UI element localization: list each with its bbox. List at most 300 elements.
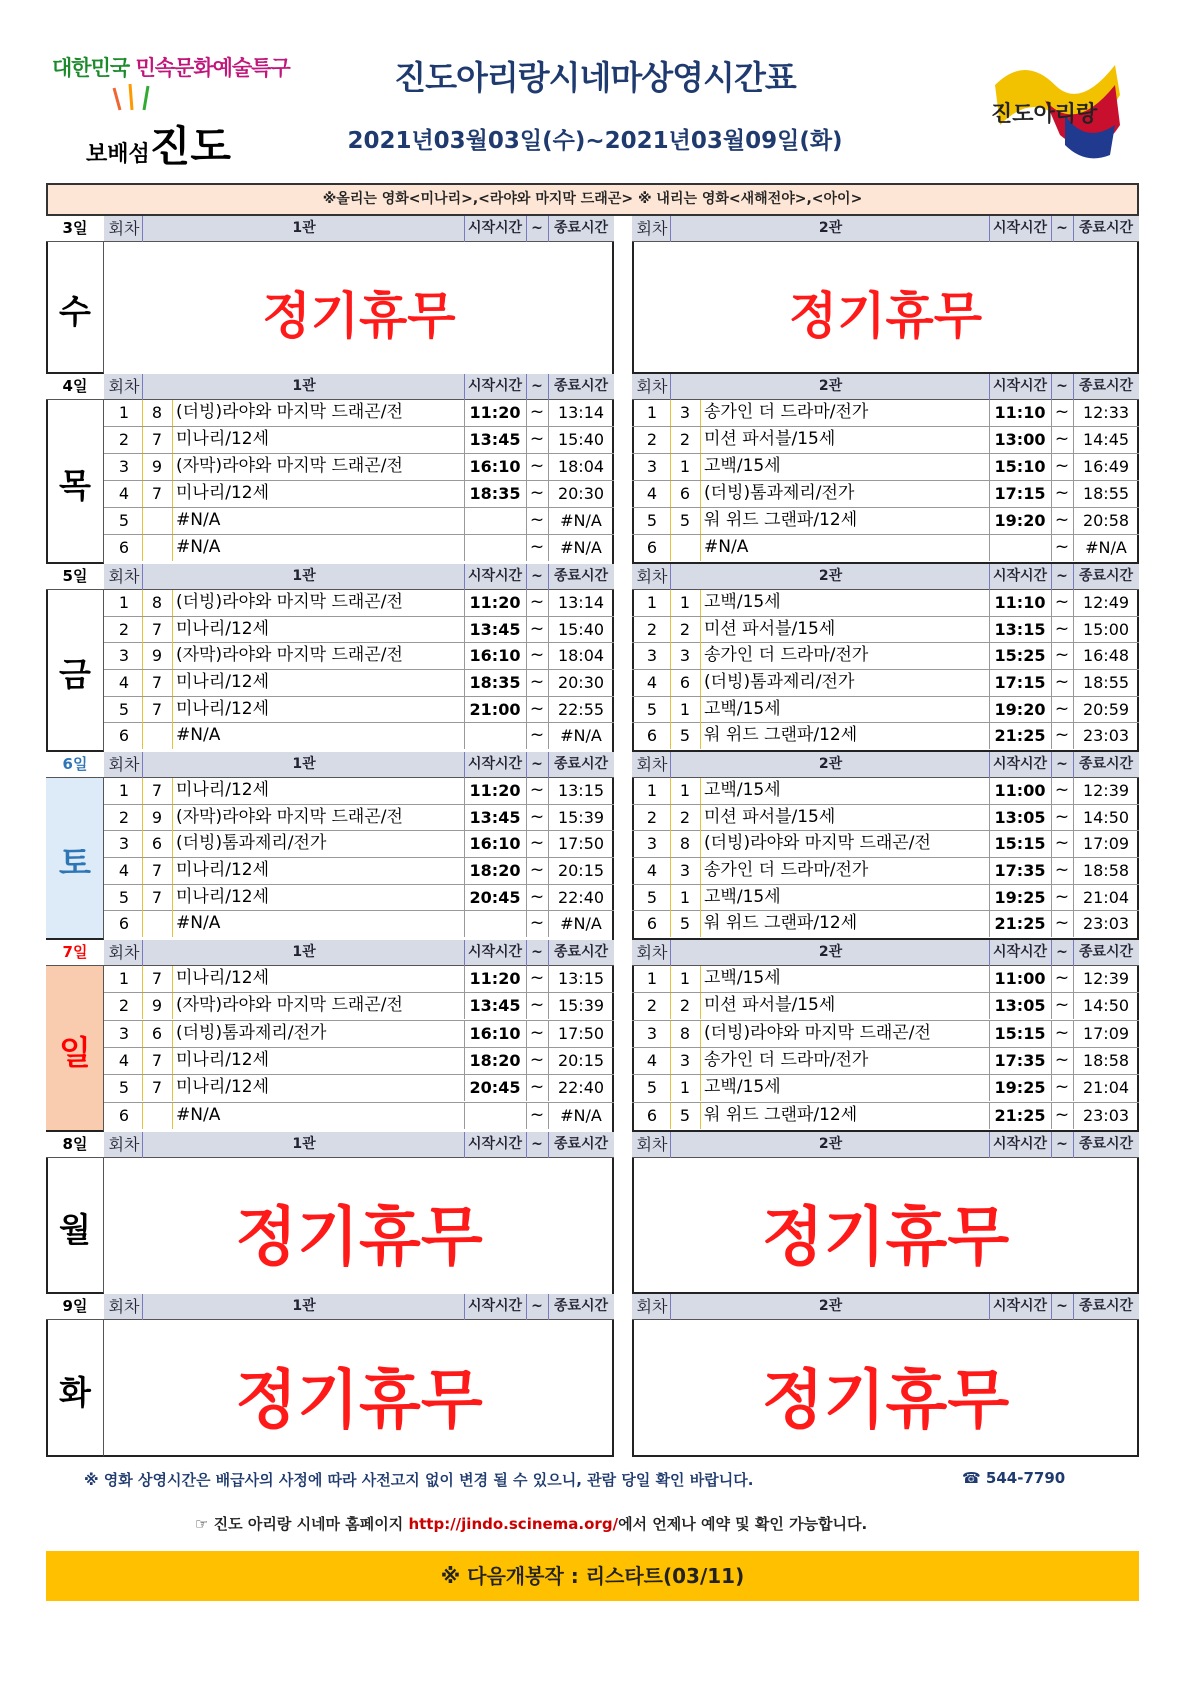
hoe-label: 회차 <box>108 567 140 586</box>
tilde: ~ <box>529 618 545 639</box>
rating-code: 6 <box>679 673 691 692</box>
screening-number: 5 <box>118 887 130 907</box>
hoe-label: 회차 <box>108 1135 140 1154</box>
schedule-row <box>104 778 614 805</box>
tilde: ~ <box>1054 860 1070 880</box>
tilde: ~ <box>529 725 545 746</box>
day-of-week: 일 <box>59 1033 91 1072</box>
schedule-row <box>632 535 1139 562</box>
end-time: 13:14 <box>557 403 605 422</box>
screening-number: 6 <box>118 1105 130 1125</box>
schedule-row <box>104 723 614 750</box>
tilde: ~ <box>1054 913 1070 934</box>
start-time: 15:15 <box>994 1023 1046 1043</box>
hall2-header <box>632 1294 1139 1320</box>
tilde: ~ <box>1054 806 1070 827</box>
end-time: 12:39 <box>1082 969 1130 988</box>
screening-number: 5 <box>646 511 658 530</box>
movie-title: (더빙)라야와 마지막 드래곤/전 <box>704 1022 931 1043</box>
rating-code: 9 <box>151 457 163 476</box>
start-time: 13:45 <box>469 619 521 639</box>
end-time: 12:33 <box>1082 403 1130 422</box>
end-time: 12:39 <box>1082 781 1130 800</box>
schedule-row <box>632 966 1139 993</box>
end-time: #N/A <box>560 511 602 530</box>
screening-number: 3 <box>646 1023 658 1043</box>
start-time: 13:05 <box>994 996 1046 1016</box>
rating-code: 5 <box>679 914 691 934</box>
screening-number: 1 <box>118 781 130 800</box>
rating-code: 9 <box>151 646 163 666</box>
tilde-header: ~ <box>1056 1298 1068 1314</box>
start-time: 17:35 <box>994 861 1046 880</box>
rating-code: 2 <box>679 996 691 1016</box>
screening-number: 2 <box>118 430 130 449</box>
movie-title: (자막)라야와 마지막 드래곤/전 <box>176 995 403 1016</box>
hoe-label: 회차 <box>636 219 668 238</box>
rating-code: 3 <box>679 1051 691 1070</box>
movie-title: 송가인 더 드라마/전가 <box>704 402 869 422</box>
tilde: ~ <box>1054 402 1070 422</box>
start-time: 16:10 <box>469 457 521 476</box>
schedule-row <box>632 858 1139 885</box>
rating-code: 1 <box>679 887 691 907</box>
hall1-title: 1관 <box>292 756 316 772</box>
end-time: 14:50 <box>1082 996 1130 1016</box>
end-time: 13:15 <box>557 781 605 800</box>
hall1-title: 1관 <box>292 220 316 236</box>
closed-notice: 정기휴무 <box>235 1201 483 1275</box>
hall1-header <box>104 1294 614 1320</box>
start-time: 13:15 <box>994 619 1046 639</box>
end-time-header: 종료시간 <box>1078 568 1134 584</box>
start-time-header: 시작시간 <box>467 220 523 236</box>
rating-code: 6 <box>151 1023 163 1043</box>
rating-code: 1 <box>679 593 691 612</box>
hall1-title: 1관 <box>292 1298 316 1314</box>
end-time: 20:58 <box>1082 511 1130 530</box>
hall1-title: 1관 <box>292 378 316 394</box>
rating-code: 7 <box>151 673 163 692</box>
rating-code: 8 <box>151 593 163 612</box>
schedule-row <box>104 427 614 454</box>
end-time: 17:50 <box>557 834 605 854</box>
end-time-header: 종료시간 <box>553 220 609 236</box>
hall2-title: 2관 <box>818 1136 843 1152</box>
day-cell <box>46 564 104 752</box>
logo-left <box>52 52 292 182</box>
rating-code: 5 <box>679 511 691 530</box>
schedule-row <box>104 508 614 535</box>
start-time: 16:10 <box>469 646 521 666</box>
schedule-row <box>632 1048 1139 1075</box>
hall2-header <box>632 1132 1139 1158</box>
screening-number: 4 <box>646 673 658 692</box>
tilde-header: ~ <box>1056 220 1068 236</box>
movie-title: (더빙)라야와 마지막 드래곤/전 <box>704 833 931 854</box>
screening-number: 1 <box>118 403 130 422</box>
day-of-week: 수 <box>59 292 91 331</box>
screening-number: 2 <box>118 996 130 1016</box>
movie-title: (더빙)톰과제리/전가 <box>176 833 327 854</box>
end-time-header: 종료시간 <box>1078 1298 1134 1314</box>
start-time: 13:05 <box>994 807 1046 827</box>
start-time: 21:25 <box>994 726 1046 746</box>
end-time: 12:49 <box>1082 593 1130 612</box>
tilde: ~ <box>1054 592 1070 612</box>
hall2-title: 2관 <box>818 378 843 394</box>
tilde: ~ <box>1054 886 1070 907</box>
start-time: 19:25 <box>994 887 1046 907</box>
schedule-row <box>632 427 1139 454</box>
notice-banner: ※올리는 영화<미나리>,<라야와 마지막 드래곤> ※ 내리는 영화<새해전야>,<아이> <box>46 183 1139 216</box>
tilde: ~ <box>1054 1022 1070 1043</box>
hall2-title: 2관 <box>818 944 843 960</box>
screening-number: 1 <box>646 403 658 422</box>
rating-code: 7 <box>151 861 163 880</box>
tilde: ~ <box>1054 1104 1070 1125</box>
rating-code: 9 <box>151 807 163 827</box>
end-time: #N/A <box>560 726 602 746</box>
tilde: ~ <box>1054 995 1070 1016</box>
rating-code: 2 <box>679 807 691 827</box>
hall1-title: 1관 <box>292 1136 316 1152</box>
end-time: 15:39 <box>557 807 605 827</box>
start-time: 21:00 <box>469 699 521 719</box>
end-time-header: 종료시간 <box>1078 220 1134 236</box>
movie-title: #N/A <box>704 537 749 557</box>
rating-code: 2 <box>679 619 691 639</box>
schedule-row <box>632 805 1139 832</box>
footer-homepage <box>195 1513 867 1534</box>
screening-number: 4 <box>118 1051 130 1070</box>
schedule-row <box>104 617 614 644</box>
start-time-header: 시작시간 <box>467 568 523 584</box>
rating-code: 3 <box>679 646 691 666</box>
tilde: ~ <box>529 429 545 449</box>
schedule-row <box>632 778 1139 805</box>
hoe-label: 회차 <box>636 377 668 396</box>
tilde-header: ~ <box>531 378 543 394</box>
tilde: ~ <box>529 483 545 503</box>
homepage-link[interactable]: http://jindo.scinema.org/ <box>408 1515 619 1533</box>
start-time-header: 시작시간 <box>467 1136 523 1152</box>
tilde: ~ <box>529 645 545 666</box>
hall1-title: 1관 <box>292 944 316 960</box>
rating-code: 8 <box>679 1023 691 1043</box>
tilde: ~ <box>529 806 545 827</box>
movie-title: #N/A <box>176 510 221 530</box>
movie-title: 송가인 더 드라마/전가 <box>704 860 869 880</box>
day-cell <box>46 1132 104 1294</box>
schedule-row <box>104 590 614 617</box>
rating-code: 1 <box>679 969 691 988</box>
end-time-header: 종료시간 <box>1078 944 1134 960</box>
logo-left-line1b: 민속문화예술특구 <box>135 56 290 80</box>
movie-title: 미나리/12세 <box>176 1077 270 1098</box>
closed-notice: 정기휴무 <box>761 1363 1010 1438</box>
movie-title: 워 위드 그랜파/12세 <box>704 725 858 746</box>
start-time-header: 시작시간 <box>992 378 1048 394</box>
movie-title: (더빙)톰과제리/전가 <box>176 1022 327 1043</box>
day-cell <box>46 940 104 1132</box>
tilde: ~ <box>1054 429 1070 449</box>
day-of-week: 금 <box>59 655 91 694</box>
screening-number: 1 <box>118 969 130 988</box>
start-time: 16:10 <box>469 1023 521 1043</box>
movie-title: (더빙)톰과제리/전가 <box>704 483 855 503</box>
schedule-row <box>104 1021 614 1048</box>
movie-title: #N/A <box>176 1104 221 1125</box>
movie-title: (자막)라야와 마지막 드래곤/전 <box>176 456 403 476</box>
rating-code: 5 <box>679 726 691 746</box>
start-time-header: 시작시간 <box>992 756 1048 772</box>
screening-number: 1 <box>646 969 658 988</box>
movie-title: 고백/15세 <box>704 780 781 800</box>
start-time: 15:10 <box>994 457 1046 476</box>
day-cell <box>46 1294 104 1457</box>
movie-title: 고백/15세 <box>704 968 781 988</box>
tilde-header: ~ <box>531 756 543 772</box>
day-date: 3일 <box>46 216 104 242</box>
end-time: 18:58 <box>1082 861 1130 880</box>
closed-notice: 정기휴무 <box>235 1363 483 1438</box>
rating-code: 1 <box>679 699 691 719</box>
rating-code: 7 <box>151 887 163 907</box>
start-time: 20:45 <box>469 1078 521 1098</box>
movie-title: 미나리/12세 <box>176 483 270 503</box>
schedule-row <box>104 858 614 885</box>
tilde: ~ <box>1054 1077 1070 1098</box>
movie-title: 미나리/12세 <box>176 860 270 880</box>
hall2-title: 2관 <box>818 756 843 772</box>
screening-number: 5 <box>118 511 130 530</box>
rating-code: 2 <box>679 430 691 449</box>
end-time-header: 종료시간 <box>1078 1136 1134 1152</box>
day-of-week: 화 <box>59 1372 91 1412</box>
tilde: ~ <box>1054 645 1070 666</box>
block-divider <box>632 1455 1139 1457</box>
movie-title: 미나리/12세 <box>176 968 270 988</box>
day-date: 7일 <box>46 940 104 966</box>
tilde: ~ <box>1054 725 1070 746</box>
screening-number: 3 <box>118 457 130 476</box>
screening-number: 3 <box>118 646 130 666</box>
movie-title: 미나리/12세 <box>176 698 270 719</box>
rating-code: 6 <box>151 834 163 854</box>
closed-notice: 정기휴무 <box>262 287 456 345</box>
schedule-row <box>104 643 614 670</box>
rating-code: 7 <box>151 619 163 639</box>
end-time: 15:40 <box>557 619 605 639</box>
hoe-label: 회차 <box>108 943 140 962</box>
schedule-row <box>632 697 1139 724</box>
day-of-week: 월 <box>59 1210 91 1249</box>
page-title: 진도아리랑시네마상영시간표 <box>394 58 796 97</box>
start-time-header: 시작시간 <box>992 568 1048 584</box>
rating-code: 5 <box>679 1105 691 1125</box>
schedule-row <box>104 885 614 912</box>
tilde-header: ~ <box>531 1298 543 1314</box>
screening-number: 6 <box>646 726 658 746</box>
tilde: ~ <box>529 860 545 880</box>
movie-title: 고백/15세 <box>704 592 781 612</box>
screening-number: 6 <box>118 914 130 934</box>
tilde-header: ~ <box>1056 944 1068 960</box>
schedule-row <box>104 697 614 724</box>
hall2-header <box>632 374 1139 400</box>
day-date: 9일 <box>46 1294 104 1320</box>
tilde: ~ <box>529 1022 545 1043</box>
schedule-period: 2021년03월03일(수)~2021년03월09일(화) <box>347 128 843 154</box>
start-time: 11:20 <box>469 403 521 422</box>
start-time-header: 시작시간 <box>992 944 1048 960</box>
schedule-row <box>104 1075 614 1102</box>
movie-title: 미나리/12세 <box>176 672 270 692</box>
rating-code: 7 <box>151 699 163 719</box>
end-time: 22:40 <box>557 887 605 907</box>
screening-number: 1 <box>646 781 658 800</box>
rating-code: 3 <box>679 861 691 880</box>
hoe-label: 회차 <box>108 755 140 774</box>
day-of-week: 토 <box>59 843 91 882</box>
movie-title: 고백/15세 <box>704 886 781 907</box>
end-time-header: 종료시간 <box>553 1298 609 1314</box>
closed-notice: 정기휴무 <box>761 1201 1010 1275</box>
end-time: 20:30 <box>557 673 605 692</box>
movie-title: 송가인 더 드라마/전가 <box>704 645 869 666</box>
tilde: ~ <box>1054 618 1070 639</box>
screening-number: 5 <box>118 699 130 719</box>
screening-number: 2 <box>646 996 658 1016</box>
logo-right-text: 진도아리랑 <box>991 102 1098 127</box>
end-time: #N/A <box>560 538 602 557</box>
homepage-prefix: ☞ 진도 아리랑 시네마 홈페이지 <box>195 1515 409 1533</box>
end-time-header: 종료시간 <box>553 378 609 394</box>
tilde: ~ <box>1054 780 1070 800</box>
tilde: ~ <box>529 456 545 476</box>
schedule-row <box>104 805 614 832</box>
hall1-header <box>104 216 614 242</box>
screening-number: 4 <box>646 861 658 880</box>
end-time: 15:00 <box>1082 619 1130 639</box>
start-time: 19:20 <box>994 511 1046 530</box>
rating-code: 7 <box>151 484 163 503</box>
start-time-header: 시작시간 <box>467 1298 523 1314</box>
screening-number: 2 <box>646 430 658 449</box>
day-of-week: 목 <box>59 466 91 505</box>
screening-number: 2 <box>118 619 130 639</box>
start-time-header: 시작시간 <box>467 378 523 394</box>
schedule-row <box>632 617 1139 644</box>
start-time: 15:15 <box>994 834 1046 854</box>
footer-note: ※ 영화 상영시간은 배급사의 사정에 따라 사전고지 없이 변경 될 수 있으니, 관람 당일 확인 바랍니다. <box>84 1471 754 1489</box>
schedule-row <box>632 590 1139 617</box>
rating-code: 7 <box>151 969 163 988</box>
rating-code: 1 <box>679 781 691 800</box>
tilde: ~ <box>529 1050 545 1070</box>
rating-code: 3 <box>679 403 691 422</box>
schedule-row <box>632 831 1139 858</box>
screening-number: 4 <box>118 861 130 880</box>
hoe-label: 회차 <box>108 1297 140 1316</box>
tilde: ~ <box>529 672 545 692</box>
screening-number: 6 <box>118 726 130 746</box>
start-time: 15:25 <box>994 646 1046 666</box>
rating-code: 7 <box>151 1078 163 1098</box>
end-time: 13:14 <box>557 593 605 612</box>
rating-code: 7 <box>151 781 163 800</box>
end-time: 14:50 <box>1082 807 1130 827</box>
rating-code: 1 <box>679 457 691 476</box>
schedule-row <box>104 1103 614 1130</box>
tilde-header: ~ <box>531 568 543 584</box>
screening-number: 6 <box>118 538 130 557</box>
end-time: 15:39 <box>557 996 605 1016</box>
tilde-header: ~ <box>531 1136 543 1152</box>
movie-title: 고백/15세 <box>704 698 781 719</box>
tilde: ~ <box>529 886 545 907</box>
schedule-row <box>104 1048 614 1075</box>
closed-notice: 정기휴무 <box>788 287 983 345</box>
movie-title: 워 위드 그랜파/12세 <box>704 510 858 530</box>
end-time-header: 종료시간 <box>1078 378 1134 394</box>
hoe-label: 회차 <box>108 377 140 396</box>
tilde-header: ~ <box>531 220 543 236</box>
tilde: ~ <box>529 510 545 530</box>
screening-number: 6 <box>646 538 658 557</box>
tilde: ~ <box>529 1104 545 1125</box>
tilde: ~ <box>529 698 545 719</box>
end-time: 13:15 <box>557 969 605 988</box>
start-time: 13:45 <box>469 996 521 1016</box>
screening-number: 3 <box>646 834 658 854</box>
schedule-row <box>104 831 614 858</box>
tilde: ~ <box>529 995 545 1016</box>
day-date: 8일 <box>46 1132 104 1158</box>
schedule-row <box>632 993 1139 1020</box>
start-time-header: 시작시간 <box>992 1298 1048 1314</box>
end-time: 23:03 <box>1082 914 1130 934</box>
hall2-header <box>632 752 1139 778</box>
screening-number: 5 <box>646 887 658 907</box>
hall2-title: 2관 <box>818 568 843 584</box>
movie-title: 미나리/12세 <box>176 780 270 800</box>
start-time-header: 시작시간 <box>467 944 523 960</box>
end-time: 16:49 <box>1082 457 1130 476</box>
movie-title: (더빙)라야와 마지막 드래곤/전 <box>176 402 403 422</box>
start-time: 13:45 <box>469 430 521 449</box>
rating-code: 7 <box>151 430 163 449</box>
movie-title: 미나리/12세 <box>176 1050 270 1070</box>
tilde: ~ <box>1054 672 1070 692</box>
hoe-label: 회차 <box>108 219 140 238</box>
hoe-label: 회차 <box>636 567 668 586</box>
schedule-row <box>632 723 1139 750</box>
hoe-label: 회차 <box>636 755 668 774</box>
screening-number: 3 <box>646 646 658 666</box>
tilde: ~ <box>529 402 545 422</box>
movie-title: (더빙)톰과제리/전가 <box>704 672 855 692</box>
screening-number: 5 <box>646 699 658 719</box>
start-time: 18:20 <box>469 1051 521 1070</box>
screening-number: 2 <box>118 807 130 827</box>
end-time: #N/A <box>560 914 602 934</box>
end-time: 18:58 <box>1082 1051 1130 1070</box>
end-time: 17:09 <box>1082 834 1130 854</box>
movie-title: 미션 파서블/15세 <box>704 995 836 1016</box>
screening-number: 2 <box>646 807 658 827</box>
